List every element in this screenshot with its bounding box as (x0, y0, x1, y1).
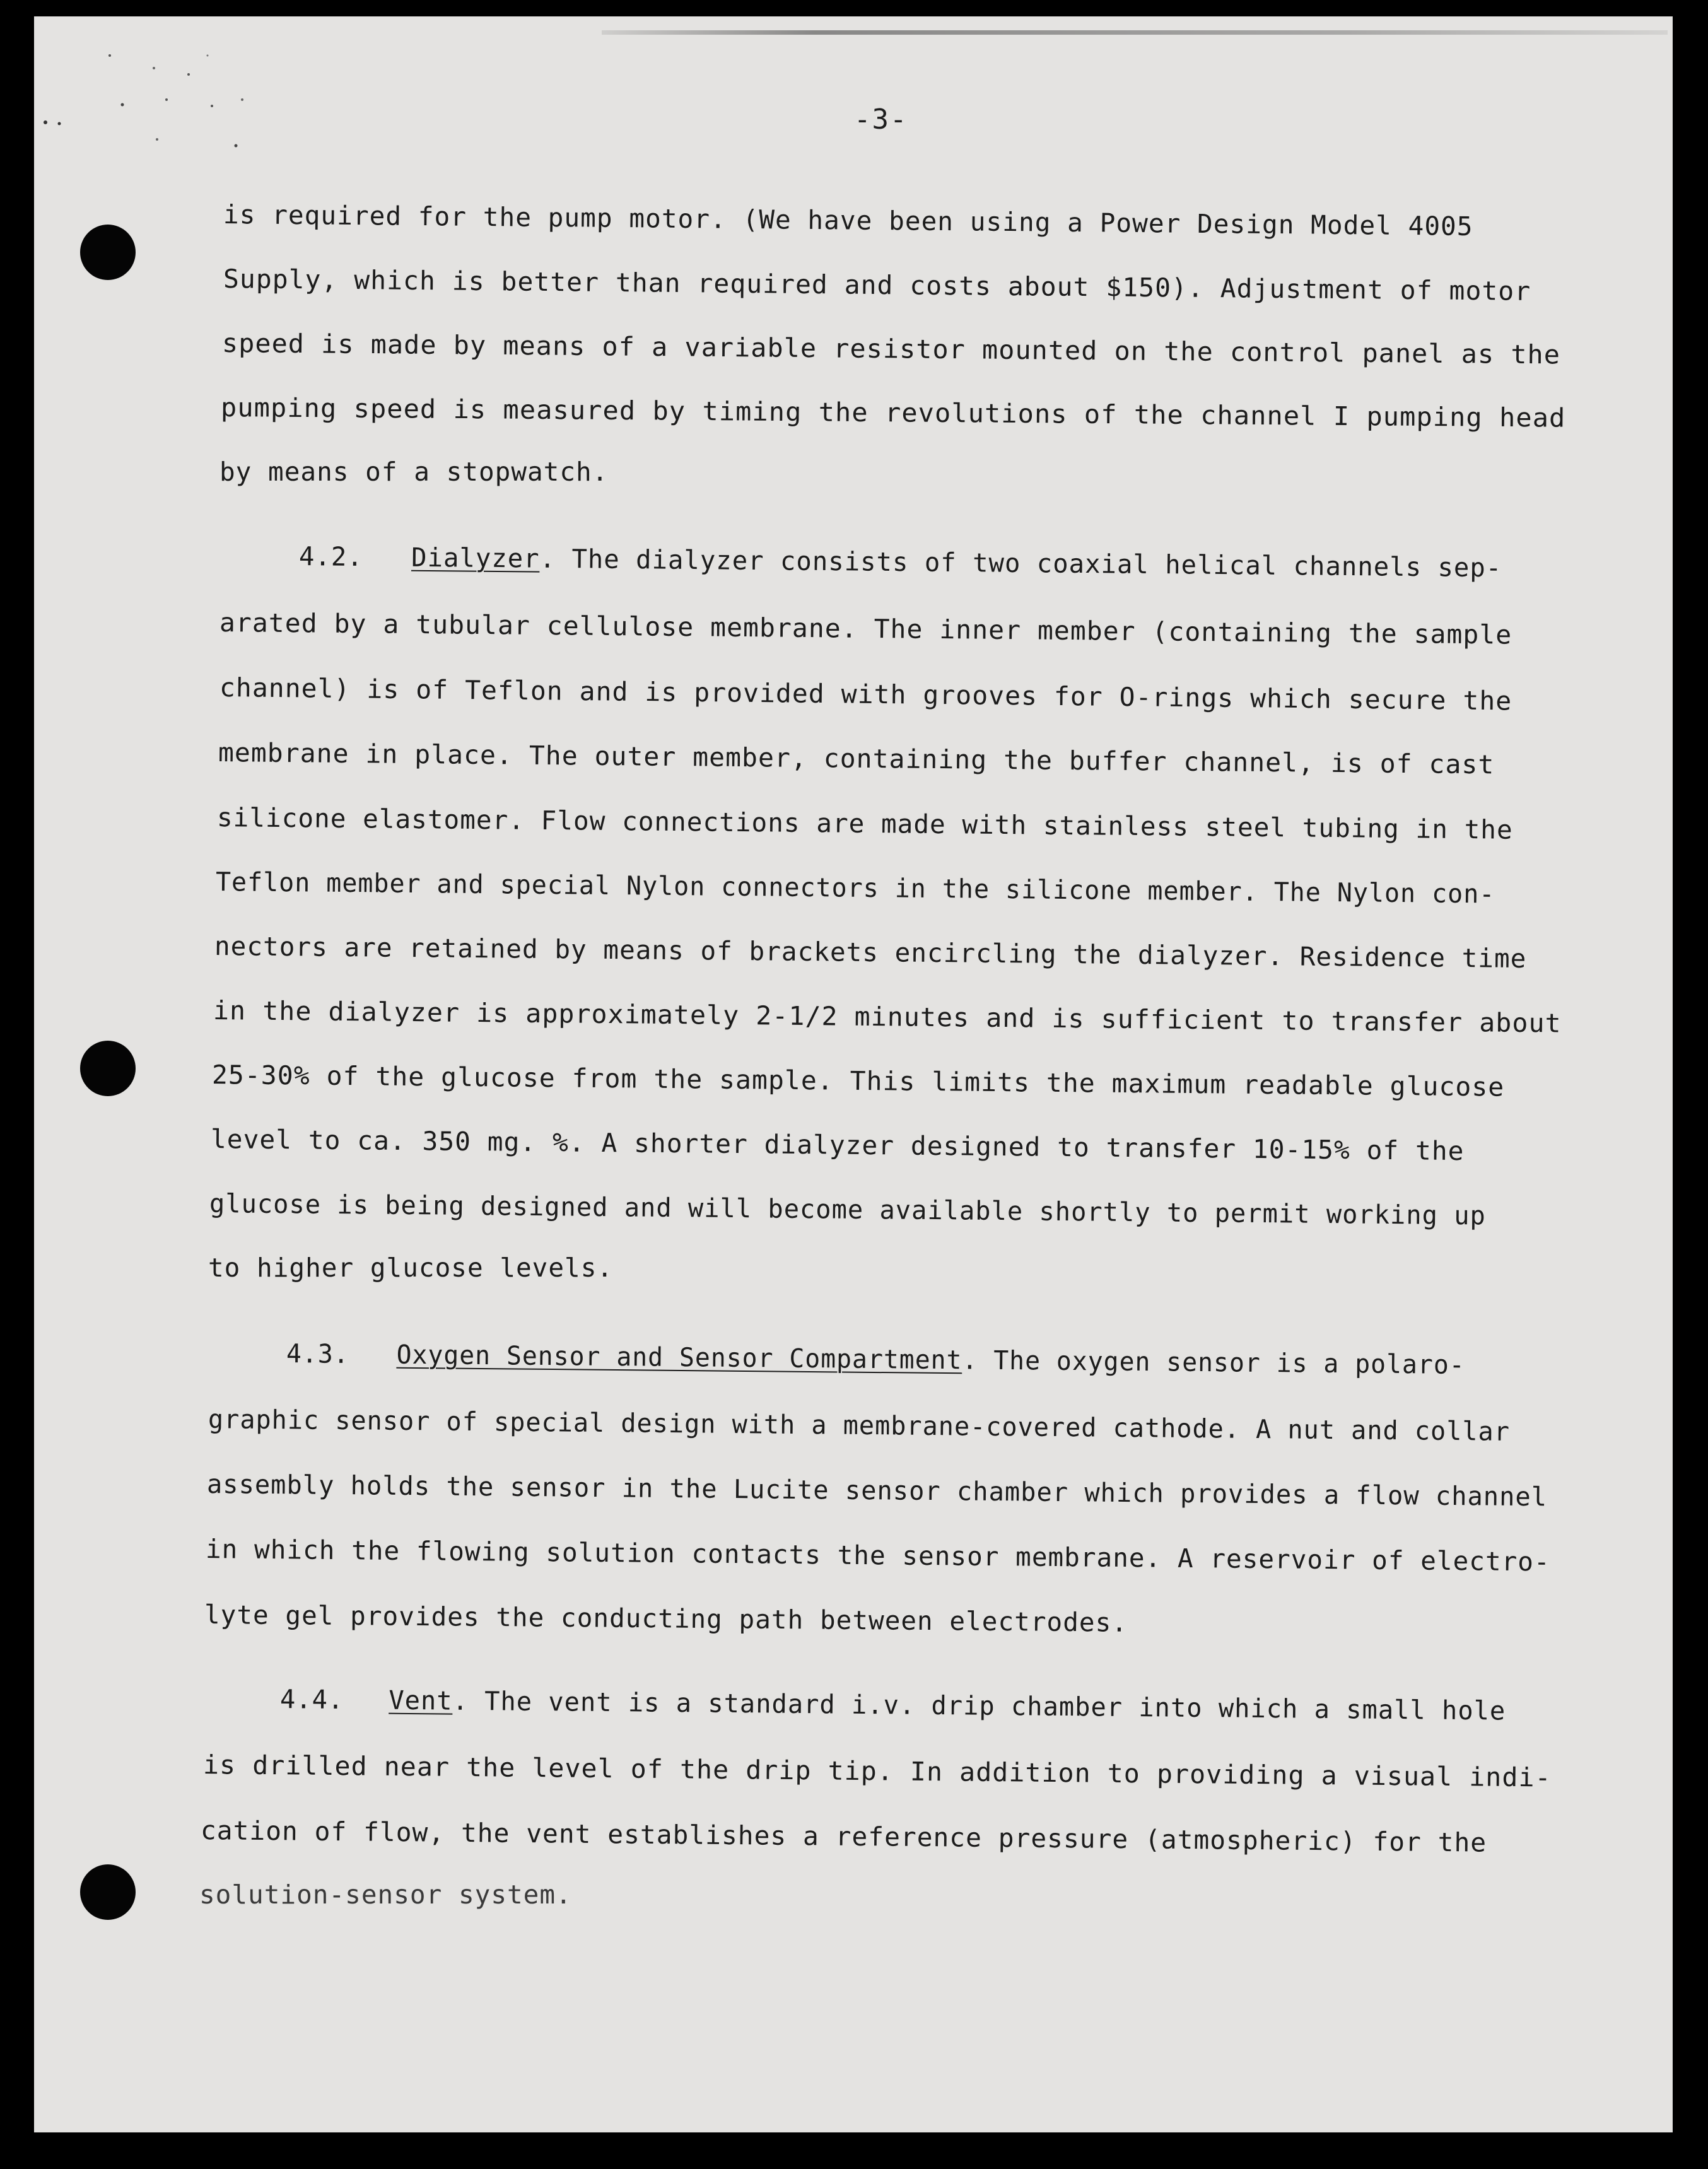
section-4-2-line: silicone elastomer. Flow connections are made with stainless steel tubing in the (216, 802, 1513, 845)
intro-line: is required for the pump motor. (We have been using a Power Design Model 4005 (223, 199, 1473, 242)
section-4-2-line: in the dialyzer is approximately 2-1/2 minutes and is sufficient to transfer about (213, 995, 1562, 1039)
section-4-4-first-line (280, 1684, 1506, 1726)
intro-line: pumping speed is measured by timing the revolutions of the channel I pumping head (220, 392, 1566, 433)
section-4-3-line: lyte gel provides the conducting path between electrodes. (204, 1599, 1128, 1638)
section-4-4-line: solution-sensor system. (199, 1880, 572, 1910)
section-4-2-line: channel) is of Teflon and is provided with grooves for O-rings which secure the (219, 672, 1512, 716)
section-number: 4.2. (298, 541, 363, 572)
section-4-2-line: glucose is being designed and will become available shortly to permit working up (209, 1188, 1487, 1231)
section-heading: Vent (389, 1685, 453, 1716)
section-4-3-line: graphic sensor of special design with a membrane-covered cathode. A nut and collar (208, 1404, 1511, 1447)
page-number: -3- (854, 103, 908, 136)
document-page (34, 16, 1673, 2132)
margin-specks (34, 16, 412, 206)
top-edge-rule (602, 30, 1668, 35)
section-4-2-line: 25-30% of the glucose from the sample. This limits the maximum readable glucose (211, 1060, 1505, 1102)
punch-hole-bottom (80, 1864, 136, 1920)
section-4-4-line: is drilled near the level of the drip tip. In addition to providing a visual indi- (202, 1750, 1552, 1793)
section-4-2-line: nectors are retained by means of brackets encircling the dialyzer. Residence time (214, 931, 1527, 974)
intro-line: Supply, which is better than required and costs about $150). Adjustment of motor (223, 264, 1531, 307)
intro-line: speed is made by means of a variable resistor mounted on the control panel as the (221, 328, 1561, 370)
section-heading: Dialyzer (411, 542, 540, 574)
punch-hole-top (80, 225, 136, 280)
section-4-2-line: Teflon member and special Nylon connectors in the silicone member. The Nylon con- (215, 867, 1495, 909)
section-first-line-text: . The oxygen sensor is a polaro- (962, 1345, 1465, 1380)
intro-line: by means of a stopwatch. (219, 457, 609, 487)
section-4-2-line: arated by a tubular cellulose membrane. The inner member (containing the sample (219, 607, 1512, 650)
section-4-2-line: membrane in place. The outer member, containing the buffer channel, is of cast (218, 737, 1495, 780)
section-4-2-first-line (299, 541, 1502, 583)
section-4-2-line: level to ca. 350 mg. %. A shorter dialyzer designed to transfer 10-15% of the (210, 1124, 1465, 1167)
section-first-line-text: . The dialyzer consists of two coaxial helical channels sep- (539, 543, 1502, 583)
section-4-3-first-line (286, 1338, 1465, 1380)
section-4-2-line: to higher glucose levels. (208, 1253, 614, 1283)
section-heading: Oxygen Sensor and Sensor Compartment (396, 1339, 962, 1376)
section-4-3-line: in which the flowing solution contacts the sensor membrane. A reservoir of electro- (205, 1534, 1550, 1577)
punch-hole-middle (80, 1041, 136, 1096)
section-number: 4.3. (286, 1338, 349, 1369)
section-4-3-line: assembly holds the sensor in the Lucite sensor chamber which provides a flow channel (206, 1469, 1548, 1512)
section-4-4-line: cation of flow, the vent establishes a reference pressure (atmospheric) for the (200, 1815, 1487, 1858)
section-number: 4.4. (279, 1684, 344, 1715)
section-first-line-text: . The vent is a standard i.v. drip chamber into which a small hole (452, 1685, 1506, 1726)
